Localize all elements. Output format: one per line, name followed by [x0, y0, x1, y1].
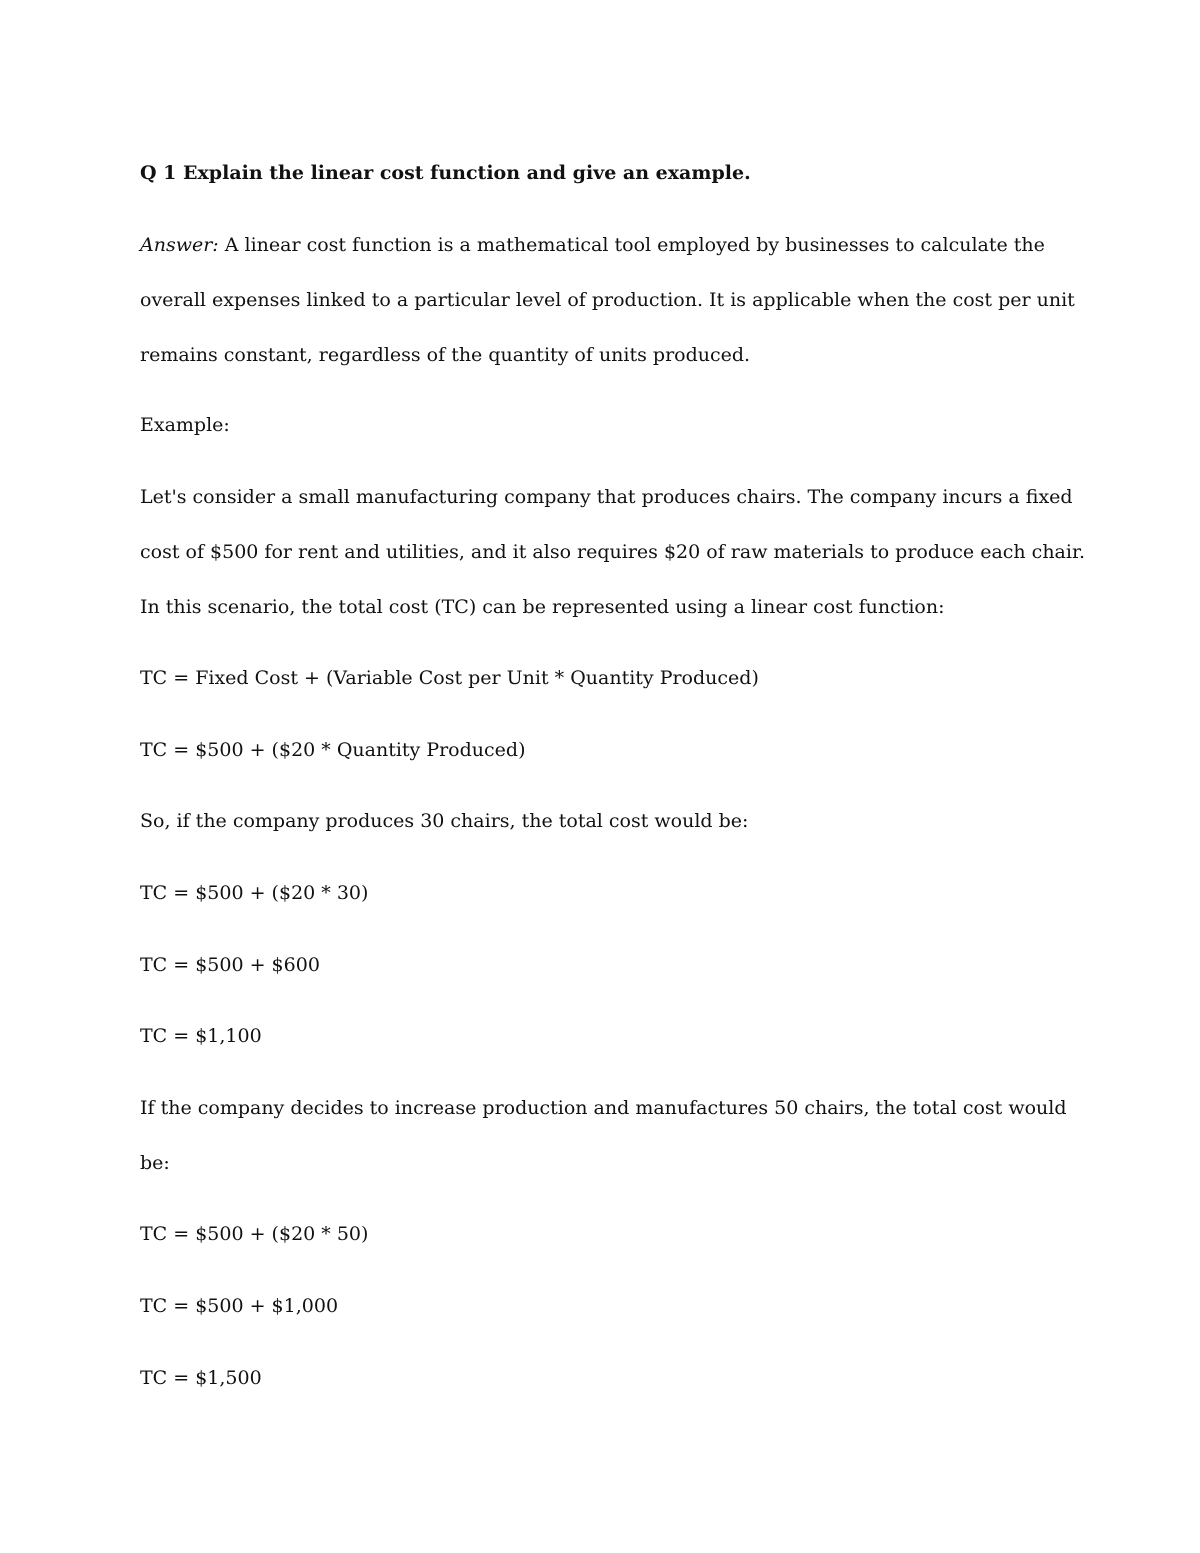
answer-label: Answer: [140, 234, 219, 256]
case2-step-1: TC = $500 + ($20 * 50) [140, 1223, 369, 1245]
case2-intro-line-2: be: [140, 1152, 170, 1174]
case1-step-1: TC = $500 + ($20 * 30) [140, 882, 369, 904]
example-line-2: cost of $500 for rent and utilities, and it also requires $20 of raw materials to produce each chair. [140, 541, 1085, 563]
case1-intro: So, if the company produces 30 chairs, the total cost would be: [140, 810, 749, 832]
case1-step-3: TC = $1,100 [140, 1025, 262, 1047]
case2-step-2: TC = $500 + $1,000 [140, 1295, 339, 1317]
case2-step-3: TC = $1,500 [140, 1367, 262, 1389]
example-label: Example: [140, 414, 230, 436]
example-line-1: Let's consider a small manufacturing company that produces chairs. The company incurs a fixed [140, 486, 1073, 508]
answer-line-3: remains constant, regardless of the quantity of units produced. [140, 344, 751, 366]
answer-line-1 [140, 232, 1060, 258]
formula-general: TC = Fixed Cost + (Variable Cost per Unit * Quantity Produced) [140, 667, 759, 689]
answer-text-1: A linear cost function is a mathematical tool employed by businesses to calculate the [218, 234, 1045, 256]
case1-step-2: TC = $500 + $600 [140, 954, 320, 976]
answer-line-2: overall expenses linked to a particular level of production. It is applicable when the cost per unit [140, 289, 1075, 311]
case2-intro-line-1: If the company decides to increase production and manufactures 50 chairs, the total cost would [140, 1097, 1067, 1119]
example-line-3: In this scenario, the total cost (TC) can be represented using a linear cost function: [140, 596, 945, 618]
question-heading: Q 1 Explain the linear cost function and give an example. [140, 162, 751, 184]
formula-specific: TC = $500 + ($20 * Quantity Produced) [140, 739, 526, 761]
